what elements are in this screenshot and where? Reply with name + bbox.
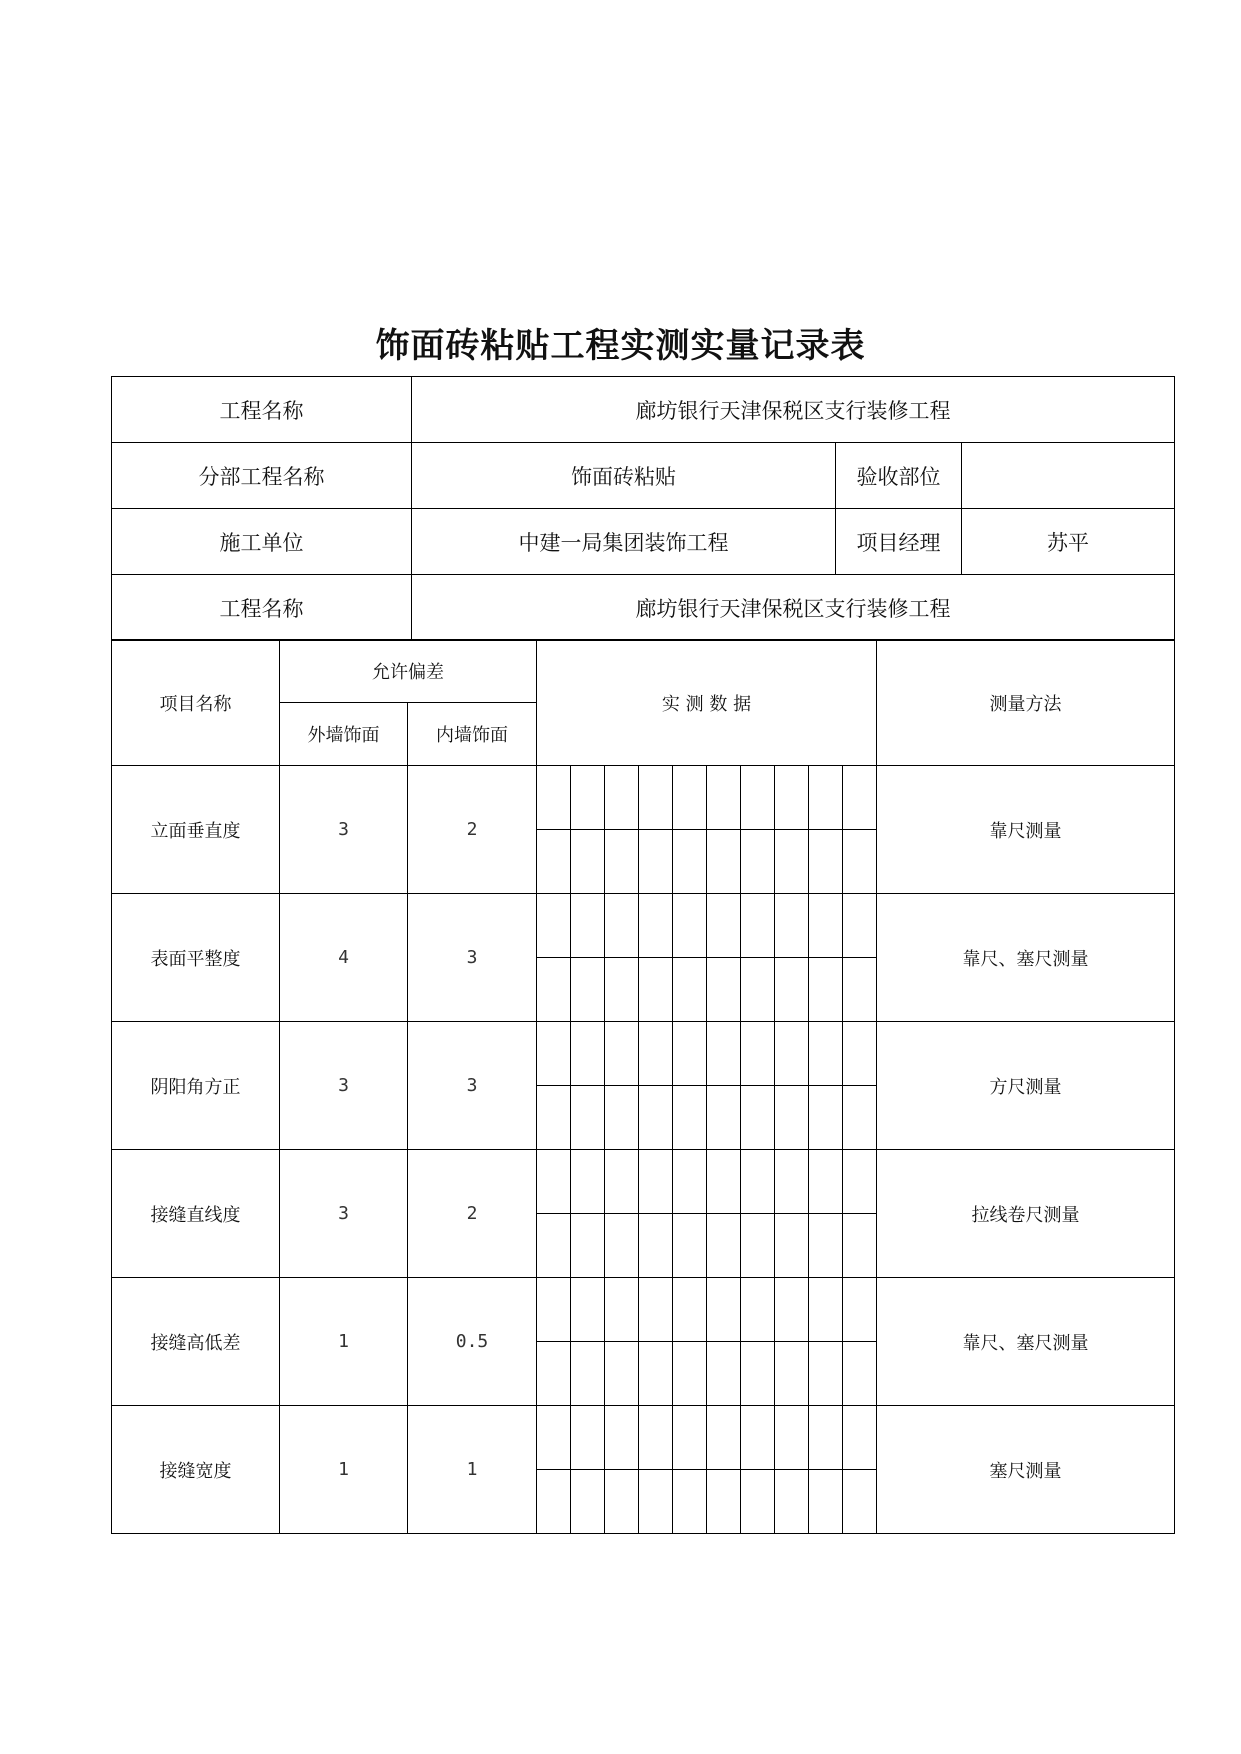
measurement-cell[interactable] <box>707 1342 741 1406</box>
row-method: 方尺测量 <box>877 1022 1175 1150</box>
measurement-cell[interactable] <box>741 958 775 1022</box>
header-measured-data: 实 测 数 据 <box>537 640 877 766</box>
row-item-name: 接缝直线度 <box>112 1150 280 1278</box>
measurement-cell[interactable] <box>639 1278 673 1342</box>
row-method: 靠尺测量 <box>877 766 1175 894</box>
measurement-cell[interactable] <box>775 1278 809 1342</box>
project-name-label: 工程名称 <box>112 377 412 443</box>
measurement-cell[interactable] <box>843 1342 877 1406</box>
header-tolerance: 允许偏差 <box>280 640 537 703</box>
measurement-cell[interactable] <box>741 1022 775 1086</box>
measurement-cell[interactable] <box>605 1278 639 1342</box>
measurement-cell[interactable] <box>571 1278 605 1342</box>
measurement-cell[interactable] <box>809 958 843 1022</box>
measurement-cell[interactable] <box>707 830 741 894</box>
header-item-name: 项目名称 <box>112 640 280 766</box>
row-exterior-tolerance: 3 <box>280 1022 408 1150</box>
measurement-cell[interactable] <box>843 894 877 958</box>
info-table <box>111 376 1175 641</box>
measurement-cell[interactable] <box>775 894 809 958</box>
measurement-cell[interactable] <box>741 1150 775 1214</box>
measurement-cell[interactable] <box>537 1342 571 1406</box>
measurement-cell[interactable] <box>775 1150 809 1214</box>
measurement-cell[interactable] <box>741 1406 775 1470</box>
project-name-value: 廊坊银行天津保税区支行装修工程 <box>412 377 1175 443</box>
measurement-cell[interactable] <box>673 1470 707 1534</box>
measurement-cell[interactable] <box>537 830 571 894</box>
row-item-name: 接缝宽度 <box>112 1406 280 1534</box>
measurement-cell[interactable] <box>707 1470 741 1534</box>
measurement-cell[interactable] <box>639 1342 673 1406</box>
measurement-cell[interactable] <box>707 1022 741 1086</box>
measurement-cell[interactable] <box>571 1150 605 1214</box>
measurement-cell[interactable] <box>707 1150 741 1214</box>
measurement-cell[interactable] <box>537 958 571 1022</box>
measurement-cell[interactable] <box>673 958 707 1022</box>
measurement-cell[interactable] <box>571 1022 605 1086</box>
measurement-cell[interactable] <box>605 1406 639 1470</box>
measurement-cell[interactable] <box>639 1214 673 1278</box>
measurement-cell[interactable] <box>605 1214 639 1278</box>
measurement-cell[interactable] <box>673 830 707 894</box>
measurement-cell[interactable] <box>809 894 843 958</box>
row-method: 塞尺测量 <box>877 1406 1175 1534</box>
measurement-cell[interactable] <box>707 1086 741 1150</box>
acceptance-part-value[interactable] <box>962 443 1175 509</box>
measurement-cell[interactable] <box>673 766 707 830</box>
table-row <box>112 1406 1175 1470</box>
table-row <box>112 1022 1175 1086</box>
measurement-cell[interactable] <box>843 1022 877 1086</box>
row-method: 拉线卷尺测量 <box>877 1150 1175 1278</box>
row-interior-tolerance: 2 <box>408 766 537 894</box>
measurement-cell[interactable] <box>741 1086 775 1150</box>
measurement-cell[interactable] <box>673 1214 707 1278</box>
contractor-label: 施工单位 <box>112 509 412 575</box>
header-interior: 内墙饰面 <box>408 703 537 766</box>
measurement-cell[interactable] <box>571 1470 605 1534</box>
measurement-cell[interactable] <box>843 1406 877 1470</box>
measurement-cell[interactable] <box>673 1406 707 1470</box>
header-method: 测量方法 <box>877 640 1175 766</box>
row-item-name: 阴阳角方正 <box>112 1022 280 1150</box>
measurement-cell[interactable] <box>639 1022 673 1086</box>
measurement-cell[interactable] <box>775 1470 809 1534</box>
header-exterior: 外墙饰面 <box>280 703 408 766</box>
measurement-cell[interactable] <box>639 894 673 958</box>
measurement-cell[interactable] <box>673 1086 707 1150</box>
measurement-cell[interactable] <box>809 1086 843 1150</box>
project-name2-label: 工程名称 <box>112 575 412 641</box>
measurement-cell[interactable] <box>741 1470 775 1534</box>
measurement-cell[interactable] <box>809 1406 843 1470</box>
measurement-cell[interactable] <box>639 1406 673 1470</box>
measurement-cell[interactable] <box>809 766 843 830</box>
manager-label: 项目经理 <box>836 509 962 575</box>
row-interior-tolerance: 3 <box>408 894 537 1022</box>
measurement-cell[interactable] <box>605 830 639 894</box>
measurement-cell[interactable] <box>741 1214 775 1278</box>
measurement-cell[interactable] <box>707 1278 741 1342</box>
measurement-cell[interactable] <box>809 830 843 894</box>
measurement-cell[interactable] <box>639 830 673 894</box>
measurement-cell[interactable] <box>741 830 775 894</box>
measurement-cell[interactable] <box>741 1342 775 1406</box>
row-interior-tolerance: 1 <box>408 1406 537 1534</box>
measurement-cell[interactable] <box>537 1470 571 1534</box>
measurement-cell[interactable] <box>775 830 809 894</box>
measurement-cell[interactable] <box>605 1470 639 1534</box>
measurement-cell[interactable] <box>673 1342 707 1406</box>
measurement-cell[interactable] <box>537 1086 571 1150</box>
measurement-cell[interactable] <box>639 1150 673 1214</box>
measurement-cell[interactable] <box>741 766 775 830</box>
row-interior-tolerance: 0.5 <box>408 1278 537 1406</box>
sub-project-value: 饰面砖粘贴 <box>412 443 836 509</box>
sub-project-label: 分部工程名称 <box>112 443 412 509</box>
measurement-cell[interactable] <box>843 1150 877 1214</box>
measurement-cell[interactable] <box>843 1214 877 1278</box>
row-exterior-tolerance: 1 <box>280 1406 408 1534</box>
measurement-cell[interactable] <box>537 1278 571 1342</box>
measurement-cell[interactable] <box>605 1342 639 1406</box>
measurement-cell[interactable] <box>843 958 877 1022</box>
row-item-name: 立面垂直度 <box>112 766 280 894</box>
measurement-cell[interactable] <box>605 1086 639 1150</box>
manager-value: 苏平 <box>962 509 1175 575</box>
measurement-cell[interactable] <box>809 1214 843 1278</box>
row-item-name: 接缝高低差 <box>112 1278 280 1406</box>
measurement-cell[interactable] <box>843 766 877 830</box>
measurement-cell[interactable] <box>571 766 605 830</box>
measurement-cell[interactable] <box>537 1022 571 1086</box>
measurement-cell[interactable] <box>571 1214 605 1278</box>
acceptance-part-label: 验收部位 <box>836 443 962 509</box>
measurement-cell[interactable] <box>775 766 809 830</box>
measurement-cell[interactable] <box>537 1406 571 1470</box>
contractor-value: 中建一局集团装饰工程 <box>412 509 836 575</box>
measurement-cell[interactable] <box>605 958 639 1022</box>
row-interior-tolerance: 2 <box>408 1150 537 1278</box>
row-exterior-tolerance: 3 <box>280 1150 408 1278</box>
measurement-cell[interactable] <box>775 1086 809 1150</box>
measurement-cell[interactable] <box>639 766 673 830</box>
measurement-cell[interactable] <box>673 1022 707 1086</box>
row-method: 靠尺、塞尺测量 <box>877 1278 1175 1406</box>
row-method: 靠尺、塞尺测量 <box>877 894 1175 1022</box>
info-row-subproject <box>112 443 1175 509</box>
measurement-cell[interactable] <box>775 1214 809 1278</box>
row-item-name: 表面平整度 <box>112 894 280 1022</box>
measurement-cell[interactable] <box>605 1150 639 1214</box>
measurement-cell[interactable] <box>571 830 605 894</box>
measurement-cell[interactable] <box>707 894 741 958</box>
info-row-contractor <box>112 509 1175 575</box>
measurement-cell[interactable] <box>809 1278 843 1342</box>
measurement-cell[interactable] <box>605 1022 639 1086</box>
table-row <box>112 766 1175 830</box>
measurement-cell[interactable] <box>605 894 639 958</box>
measurement-cell[interactable] <box>537 1150 571 1214</box>
measurement-cell[interactable] <box>707 1406 741 1470</box>
table-row <box>112 894 1175 958</box>
measurement-cell[interactable] <box>571 894 605 958</box>
measurement-cell[interactable] <box>775 1022 809 1086</box>
measurement-cell[interactable] <box>673 1150 707 1214</box>
measurement-cell[interactable] <box>571 1342 605 1406</box>
info-row-project <box>112 377 1175 443</box>
measurement-cell[interactable] <box>673 894 707 958</box>
measurement-cell[interactable] <box>775 1342 809 1406</box>
measurement-cell[interactable] <box>571 1406 605 1470</box>
measurement-cell[interactable] <box>843 1086 877 1150</box>
measurement-cell[interactable] <box>673 1278 707 1342</box>
measurement-cell[interactable] <box>639 1470 673 1534</box>
row-exterior-tolerance: 4 <box>280 894 408 1022</box>
measurement-cell[interactable] <box>537 766 571 830</box>
measurement-cell[interactable] <box>571 1086 605 1150</box>
measurement-cell[interactable] <box>707 1214 741 1278</box>
measurement-cell[interactable] <box>843 830 877 894</box>
header-row-1 <box>112 640 1175 703</box>
table-row <box>112 1150 1175 1214</box>
measurement-table <box>111 639 1175 1534</box>
measurement-cell[interactable] <box>809 1342 843 1406</box>
measurement-cell[interactable] <box>809 1022 843 1086</box>
measurement-cell[interactable] <box>843 1278 877 1342</box>
row-interior-tolerance: 3 <box>408 1022 537 1150</box>
measurement-cell[interactable] <box>775 1406 809 1470</box>
measurement-cell[interactable] <box>639 958 673 1022</box>
measurement-cell[interactable] <box>707 958 741 1022</box>
measurement-cell[interactable] <box>775 958 809 1022</box>
row-exterior-tolerance: 3 <box>280 766 408 894</box>
info-row-project2 <box>112 575 1175 641</box>
measurement-cell[interactable] <box>809 1470 843 1534</box>
project-name2-value: 廊坊银行天津保税区支行装修工程 <box>412 575 1175 641</box>
page-title: 饰面砖粘贴工程实测实量记录表 <box>375 326 866 366</box>
measurement-cell[interactable] <box>605 766 639 830</box>
table-row <box>112 1278 1175 1342</box>
measurement-cell[interactable] <box>843 1470 877 1534</box>
measurement-cell[interactable] <box>809 1150 843 1214</box>
measurement-cell[interactable] <box>707 766 741 830</box>
measurement-cell[interactable] <box>537 894 571 958</box>
row-exterior-tolerance: 1 <box>280 1278 408 1406</box>
measurement-cell[interactable] <box>741 894 775 958</box>
measurement-cell[interactable] <box>639 1086 673 1150</box>
measurement-cell[interactable] <box>537 1214 571 1278</box>
measurement-cell[interactable] <box>571 958 605 1022</box>
measurement-cell[interactable] <box>741 1278 775 1342</box>
